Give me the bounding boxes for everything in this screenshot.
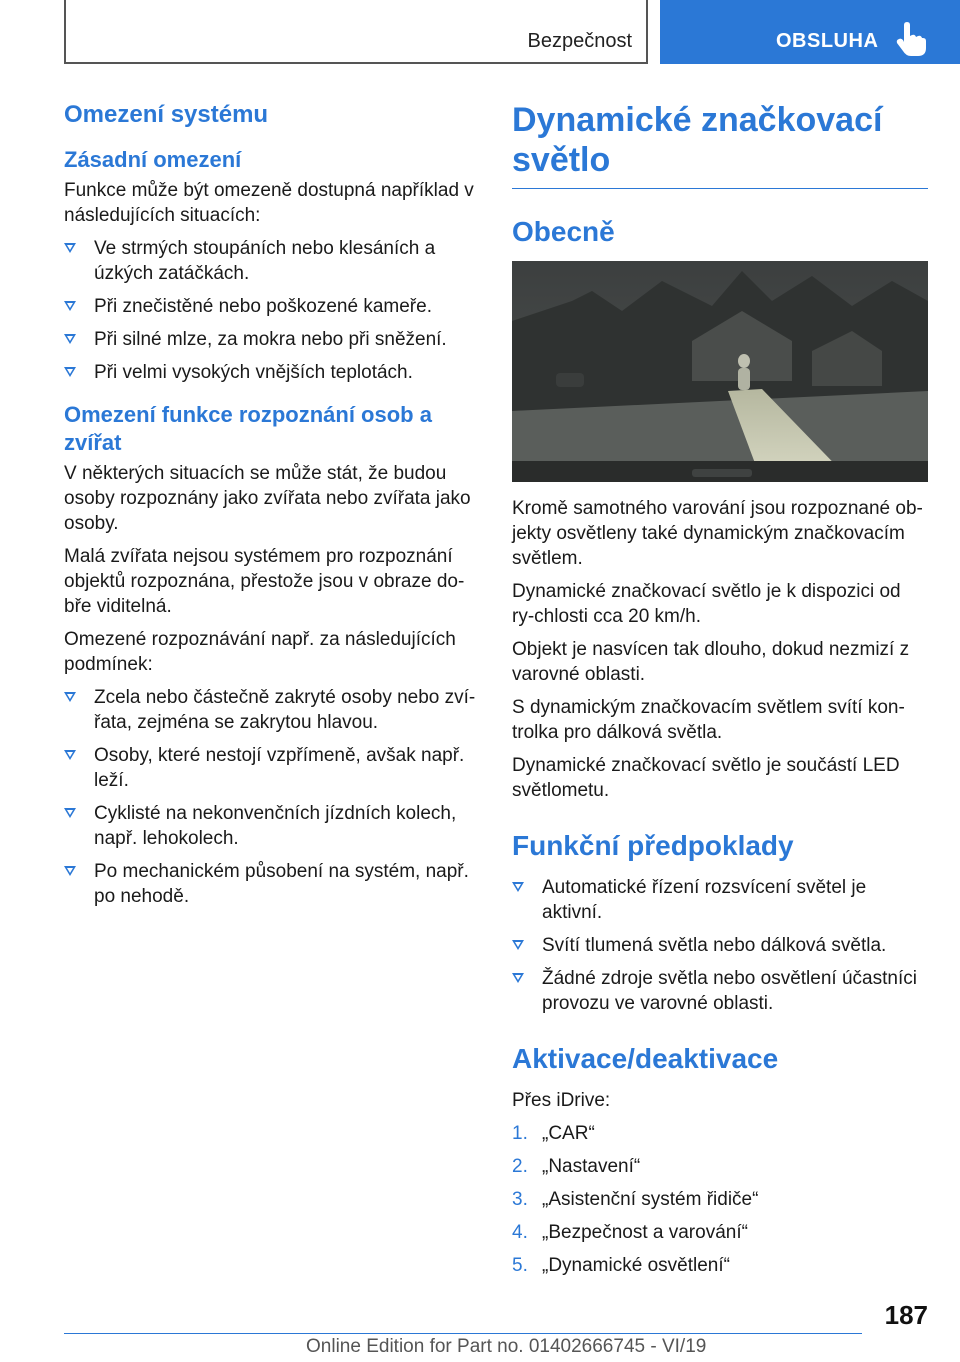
header-section-title: Bezpečnost — [527, 30, 632, 52]
list-item — [64, 327, 478, 352]
step-number: 3. — [512, 1189, 528, 1210]
subsection-title-requirements: Funkční předpoklady — [512, 830, 794, 861]
paragraph: Dynamické značkovací světlo je k dispozici od ry‐chlosti cca 20 km/h. — [512, 581, 901, 627]
list-item-text: Při velmi vysokých vnějších teplotách. — [94, 362, 413, 383]
list-item — [64, 859, 478, 909]
paragraph: Kromě samotného varování jsou rozpoznané ob‐jekty osvětleny také dynamickým značkovacím světlem. — [512, 498, 923, 569]
footer-divider — [64, 1333, 862, 1334]
header-section-box — [64, 0, 648, 64]
step-item — [512, 1187, 928, 1212]
chapter-title: Dynamické značkovací světlo — [512, 100, 928, 189]
list-item-text: Po mechanickém působení na systém, např. po nehodě. — [94, 861, 469, 907]
list-item-text: Při znečistěné nebo poškozené kameře. — [94, 296, 432, 317]
list-item-text: Cyklisté na nekonvenčních jízdních kolech, např. lehokolech. — [94, 803, 457, 849]
subsection-title-basic-limits: Zásadní omezení — [64, 147, 242, 172]
limits-list — [64, 236, 478, 385]
recognition-limits-list — [64, 685, 478, 909]
step-item — [512, 1121, 928, 1146]
step-item — [512, 1253, 928, 1278]
section-title: Omezení systému — [64, 101, 269, 128]
list-item — [512, 966, 928, 1016]
step-item — [512, 1220, 928, 1245]
list-item — [64, 801, 478, 851]
list-item — [64, 236, 478, 286]
footer-edition-text: Online Edition for Part no. 01402666745 - VI/19 — [306, 1336, 707, 1357]
triangle-bullet-icon — [64, 243, 76, 253]
step-text: „Nastavení“ — [542, 1156, 641, 1177]
triangle-bullet-icon — [64, 692, 76, 702]
list-item — [64, 743, 478, 793]
right-column — [512, 100, 928, 1286]
list-item — [512, 933, 928, 958]
triangle-bullet-icon — [512, 973, 524, 983]
step-number: 1. — [512, 1123, 528, 1144]
step-text: „Bezpečnost a varování“ — [542, 1222, 748, 1243]
paragraph: Přes iDrive: — [512, 1090, 611, 1111]
requirements-list — [512, 875, 928, 1016]
pointing-hand-icon — [896, 22, 926, 56]
triangle-bullet-icon — [64, 750, 76, 760]
step-text: „Dynamické osvětlení“ — [542, 1255, 730, 1276]
paragraph: Objekt je nasvícen tak dlouho, dokud nezmizí z varovné oblasti. — [512, 639, 910, 685]
triangle-bullet-icon — [64, 866, 76, 876]
left-column — [64, 100, 478, 917]
list-item-text: Při silné mlze, za mokra nebo při sněžení. — [94, 329, 447, 350]
list-item — [64, 294, 478, 319]
triangle-bullet-icon — [64, 808, 76, 818]
list-item-text: Automatické řízení rozsvícení světel je aktivní. — [542, 877, 867, 923]
subsection-title-recognition-limits: Omezení funkce rozpoznání osob a zvířat — [64, 402, 432, 455]
step-number: 4. — [512, 1222, 528, 1243]
list-item — [512, 875, 928, 925]
activation-steps — [512, 1121, 928, 1278]
step-number: 2. — [512, 1156, 528, 1177]
paragraph: Funkce může být omezeně dostupná například v následujících situacích: — [64, 180, 474, 226]
triangle-bullet-icon — [64, 367, 76, 377]
page-number: 187 — [884, 1300, 928, 1330]
header-tab-label: OBSLUHA — [776, 30, 879, 52]
paragraph: V některých situacích se může stát, že budou osoby rozpoznány jako zvířata nebo zvířata jako osoby. — [64, 463, 471, 534]
triangle-bullet-icon — [512, 940, 524, 950]
subsection-title-general: Obecně — [512, 216, 615, 247]
paragraph: Omezené rozpoznávání např. za následujících podmínek: — [64, 629, 456, 675]
paragraph: S dynamickým značkovacím světlem svítí kon‐trolka pro dálková světla. — [512, 697, 905, 743]
subsection-title-activation: Aktivace/deaktivace — [512, 1043, 779, 1074]
list-item — [64, 360, 478, 385]
list-item-text: Zcela nebo částečně zakryté osoby nebo zví‐řata, zejména se zakrytou hlavou. — [94, 687, 476, 733]
night-road-photo — [512, 261, 928, 482]
paragraph: Dynamické značkovací světlo je součástí LED světlometu. — [512, 755, 900, 801]
list-item-text: Svítí tlumená světla nebo dálková světla. — [542, 935, 887, 956]
paragraph: Malá zvířata nejsou systémem pro rozpoznání objektů rozpoznána, přestože jsou v obraze do‐bře viditelná. — [64, 546, 465, 617]
step-number: 5. — [512, 1255, 528, 1276]
step-text: „CAR“ — [542, 1123, 595, 1144]
header-chapter-tab[interactable] — [660, 0, 960, 64]
list-item — [64, 685, 478, 735]
step-item — [512, 1154, 928, 1179]
list-item-text: Žádné zdroje světla nebo osvětlení účastníci provozu ve varovné oblasti. — [542, 968, 917, 1014]
list-item-text: Ve strmých stoupáních nebo klesáních a úzkých zatáčkách. — [94, 238, 436, 284]
step-text: „Asistenční systém řidiče“ — [542, 1189, 759, 1210]
triangle-bullet-icon — [64, 334, 76, 344]
list-item-text: Osoby, které nestojí vzpřímeně, avšak např. leží. — [94, 745, 465, 791]
triangle-bullet-icon — [64, 301, 76, 311]
triangle-bullet-icon — [512, 882, 524, 892]
